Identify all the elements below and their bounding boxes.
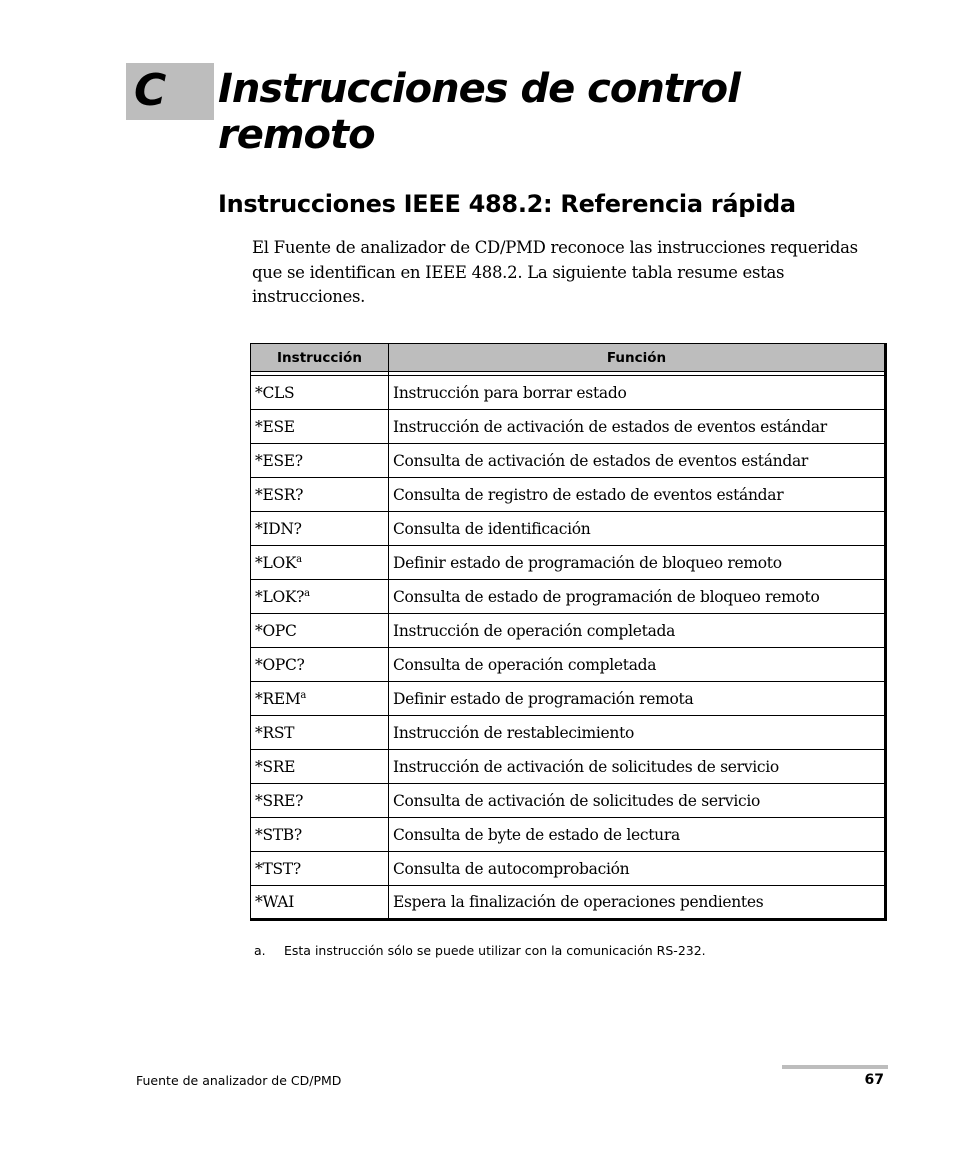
command-name: *ESE? [255,451,303,470]
table-body [251,372,886,920]
table-row [251,682,886,716]
command-name: *ESE [255,417,295,436]
function-cell: Definir estado de programación remota [389,682,886,716]
function-cell: Definir estado de programación de bloqueo remoto [389,546,886,580]
command-name: *CLS [255,383,295,402]
function-cell: Consulta de estado de programación de bloqueo remoto [389,580,886,614]
command-cell [251,716,389,750]
command-cell [251,580,389,614]
command-name: *STB? [255,825,302,844]
command-name: *OPC? [255,655,305,674]
command-cell [251,784,389,818]
chapter-title: Instrucciones de control remoto [218,66,740,158]
function-cell: Consulta de operación completada [389,648,886,682]
table-row [251,614,886,648]
command-name: *OPC [255,621,297,640]
table-row [251,648,886,682]
header-funcion: Función [389,344,886,372]
function-cell: Instrucción de activación de solicitudes de servicio [389,750,886,784]
table-row [251,444,886,478]
table-row [251,852,886,886]
table-row [251,818,886,852]
footnote-ref: a [296,553,302,565]
command-cell [251,546,389,580]
table-row [251,886,886,920]
command-cell [251,648,389,682]
table-row [251,410,886,444]
command-cell [251,750,389,784]
section-title: Instrucciones IEEE 488.2: Referencia rápida [218,190,796,218]
chapter-tab [126,63,214,120]
function-cell: Instrucción de operación completada [389,614,886,648]
footnote-ref: a [300,689,307,701]
command-name: *WAI [255,893,295,911]
footnote [254,942,706,960]
command-name: *TST? [255,859,301,878]
table-row [251,478,886,512]
command-name: *RST [255,723,295,742]
command-name: *SRE [255,757,296,776]
command-cell [251,682,389,716]
commands-table [250,343,887,921]
command-cell [251,478,389,512]
command-name: *ESR? [255,485,304,504]
table-row [251,716,886,750]
function-cell: Instrucción de activación de estados de eventos estándar [389,410,886,444]
function-cell: Consulta de byte de estado de lectura [389,818,886,852]
command-cell [251,818,389,852]
command-name: *LOK? [255,587,305,606]
function-cell: Espera la finalización de operaciones pendientes [389,886,886,920]
command-cell [251,444,389,478]
command-name: *SRE? [255,791,304,810]
command-cell [251,410,389,444]
command-name: *REM [255,689,301,708]
table-header-row [251,344,886,372]
function-cell: Consulta de autocomprobación [389,852,886,886]
command-name: *IDN? [255,519,302,538]
function-cell: Consulta de identificación [389,512,886,546]
command-cell [251,614,389,648]
command-cell [251,852,389,886]
footer-product-name: Fuente de analizador de CD/PMD [136,1073,342,1088]
table-row [251,546,886,580]
footer-rule [782,1065,888,1069]
function-cell: Instrucción para borrar estado [389,376,886,410]
header-instruccion: Instrucción [251,344,389,372]
function-cell: Instrucción de restablecimiento [389,716,886,750]
table-row [251,376,886,410]
table-row [251,784,886,818]
function-cell: Consulta de activación de solicitudes de servicio [389,784,886,818]
table-row [251,750,886,784]
command-cell [251,376,389,410]
footnote-mark: a. [254,943,266,958]
chapter-letter: C [134,65,167,116]
command-cell [251,886,389,920]
page-number: 67 [864,1072,884,1088]
footnote-text: Esta instrucción sólo se puede utilizar con la comunicación RS-232. [284,943,706,958]
table-row [251,512,886,546]
function-cell: Consulta de activación de estados de eventos estándar [389,444,886,478]
table-row [251,580,886,614]
command-name: *LOK [255,553,297,572]
command-cell [251,512,389,546]
footnote-ref: a [304,587,310,599]
function-cell: Consulta de registro de estado de eventos estándar [389,478,886,512]
intro-paragraph: El Fuente de analizador de CD/PMD reconoce las instrucciones requeridas que se identifican en IEEE 488.2. La siguiente tabla resume estas instrucciones. [252,238,858,306]
